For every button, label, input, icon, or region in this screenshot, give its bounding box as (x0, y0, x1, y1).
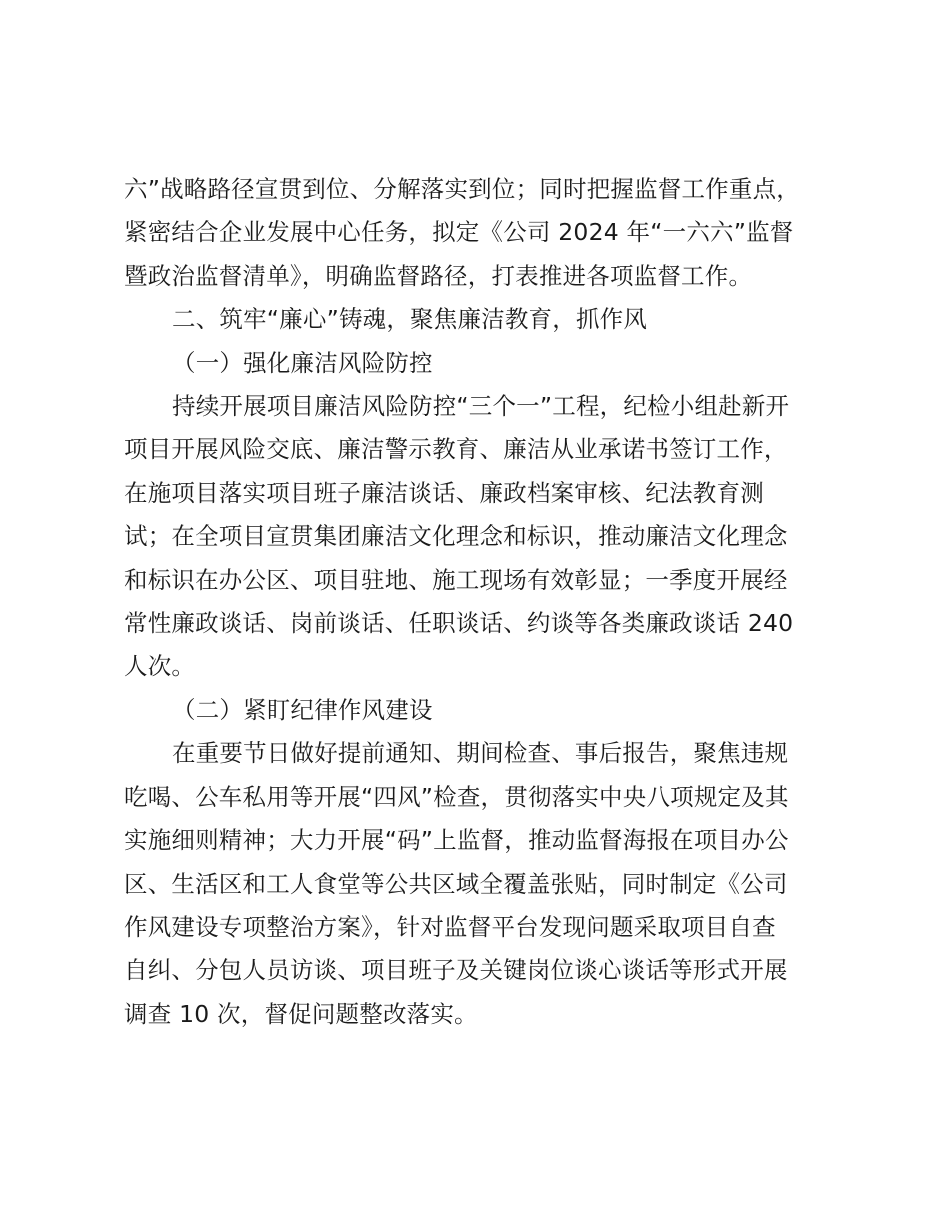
subsection-heading: （一）强化廉洁风险防控 (172, 348, 433, 377)
subsection-heading: （二）紧盯纪律作风建设 (172, 695, 433, 724)
paragraph-line: 区、生活区和工人食堂等公共区域全覆盖张贴，同时制定《公司 (124, 869, 788, 898)
paragraph-line: 六”战略路径宣贯到位、分解落实到位；同时把握监督工作重点， (124, 175, 800, 203)
section-heading: 二、筑牢“廉心”铸魂，聚焦廉洁教育，抓作风 (172, 305, 648, 334)
paragraph-line: 调查 10 次，督促问题整改落实。 (124, 999, 478, 1028)
paragraph-line: 在重要节日做好提前通知、期间检查、事后报告，聚焦违规 (172, 739, 789, 768)
paragraph-line: 和标识在办公区、项目驻地、施工现场有效彰显；一季度开展经 (124, 565, 788, 594)
paragraph-line: 在施项目落实项目班子廉洁谈话、廉政档案审核、纪法教育测 (124, 478, 764, 507)
paragraph-line: 常性廉政谈话、岗前谈话、任职谈话、约谈等各类廉政谈话 240 (124, 609, 794, 638)
paragraph-line: 吃喝、公车私用等开展“四风”检查，贯彻落实中央八项规定及其 (124, 782, 789, 811)
paragraph-line: 紧密结合企业发展中心任务，拟定《公司 2024 年“一六六”监督 (124, 218, 794, 247)
document-body (124, 168, 824, 1036)
paragraph-line: 项目开展风险交底、廉洁警示教育、廉洁从业承诺书签订工作， (124, 435, 788, 464)
paragraph-line: 持续开展项目廉洁风险防控“三个一”工程，纪检小组赴新开 (172, 392, 790, 421)
paragraph-line: 人次。 (124, 652, 196, 681)
paragraph-line: 自纠、分包人员访谈、项目班子及关键岗位谈心谈话等形式开展 (124, 956, 788, 985)
paragraph-line: 暨政治监督清单》，明确监督路径，打表推进各项监督工作。 (124, 261, 753, 290)
paragraph-line: 作风建设专项整治方案》，针对监督平台发现问题采取项目自查 (124, 912, 776, 941)
paragraph-line: 实施细则精神；大力开展“码”上监督，推动监督海报在项目办公 (124, 826, 789, 855)
paragraph-line: 试；在全项目宣贯集团廉洁文化理念和标识，推动廉洁文化理念 (124, 522, 788, 551)
